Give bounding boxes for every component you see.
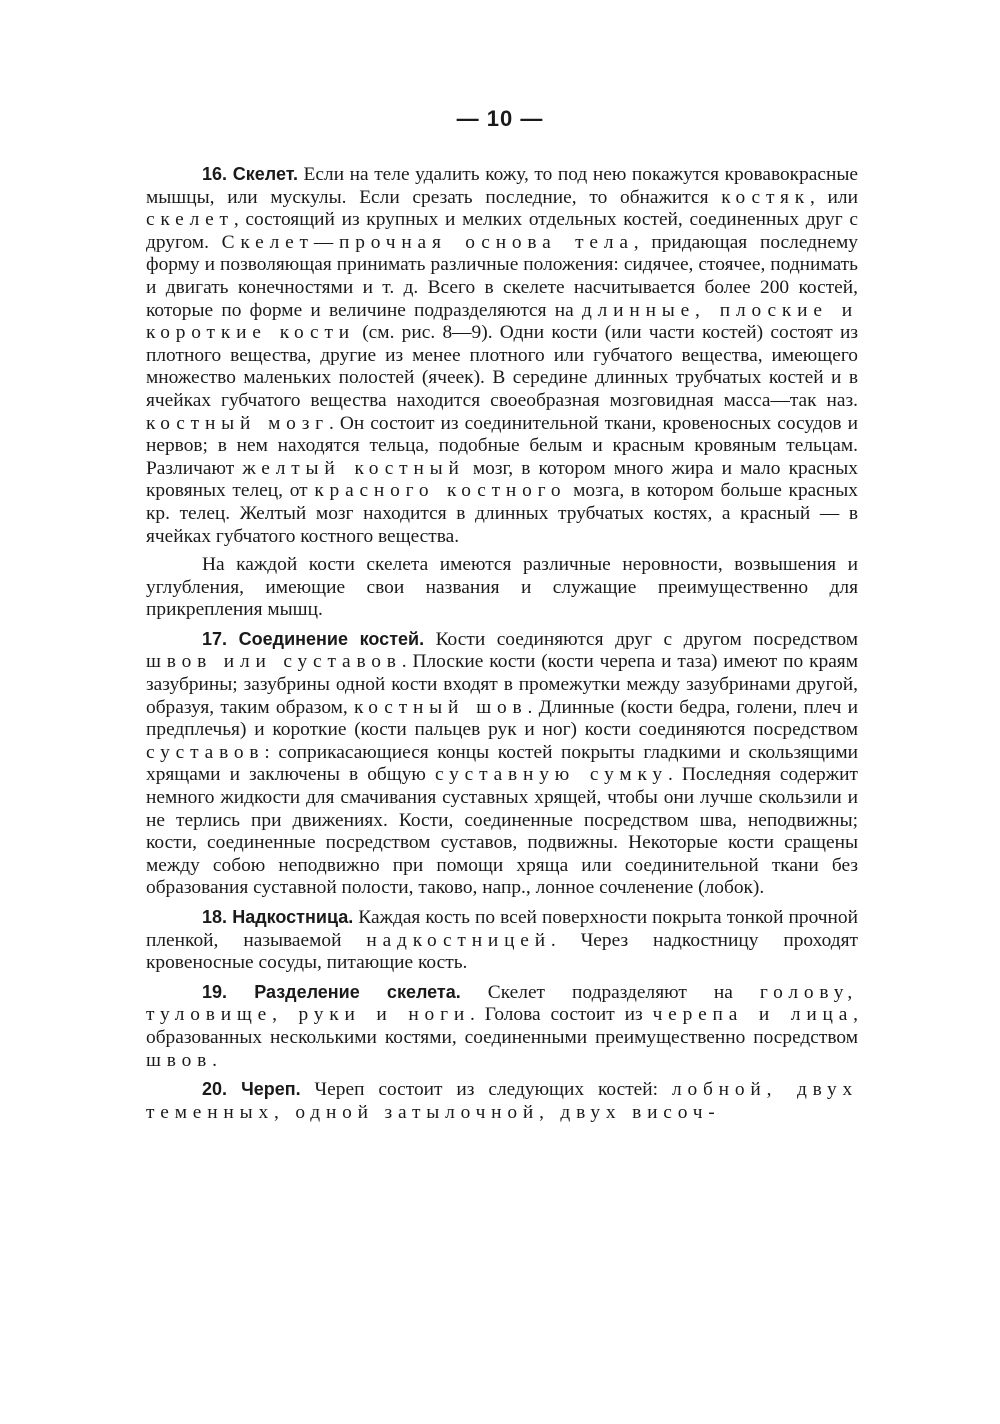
- spaced-term: швов или суставов: [146, 651, 402, 673]
- text-run: . Длинные (кости бедра, голени, плеч и предплечья) и короткие (кости пальцев рук и ног) кости соединяются посредством: [146, 696, 858, 741]
- spaced-term: голову, туловище, руки и ноги: [146, 981, 858, 1026]
- section-20-paragraph: [146, 1078, 858, 1124]
- section-17-heading: 17. Соединение костей.: [202, 628, 425, 649]
- section-19-heading: 19. Разделение скелета.: [202, 981, 461, 1002]
- section-20-heading: 20. Череп.: [202, 1079, 301, 1100]
- spaced-term: суставов: [146, 741, 265, 763]
- section-16-paragraph-2: На каждой кости скелета имеются различные неровности, возвышения и углубления, имеющие свои названия и служащие преимущественно для прикрепления мышц.: [146, 554, 858, 621]
- spaced-term: длинные, плоские и короткие кости: [146, 299, 858, 344]
- spaced-term: черепа и лица: [652, 1004, 854, 1026]
- section-17-paragraph: [146, 628, 858, 900]
- text-run: . Через надкостницу проходят кровеносные сосуды, питающие кость.: [146, 929, 858, 974]
- text-run: (см. рис. 8—9). Одни кости (или части костей) состоят из плотного вещества, другие из менее плотного или губчатого вещества, имеющего множество маленьких полостей (ячеек). В середине длинных трубчатых костей и в ячейках губчатого вещества находится своеобразная мозговидная масса—так наз.: [146, 322, 859, 411]
- section-19-paragraph: [146, 981, 858, 1072]
- section-18-heading: 18. Надкостница.: [202, 907, 354, 927]
- spaced-term: скелет: [146, 209, 234, 231]
- body-text: [146, 163, 858, 1130]
- spaced-term: Скелет—прочная основа тела: [221, 231, 634, 253]
- spaced-term: красного костного: [314, 480, 567, 502]
- text-run: , или: [809, 186, 858, 208]
- text-run: . Плоские кости (кости черепа и таза) имеют по краям зазубрины; зазубрины одной кости входят в промежутки между зазубринами другой, образуя, таким образом,: [146, 651, 858, 718]
- section-16-heading: 16. Скелет.: [202, 164, 298, 184]
- spaced-term: костный шов: [354, 696, 528, 718]
- text-run: Каждая кость по всей поверхности покрыта тонкой прочной пленкой, называемой: [146, 907, 858, 951]
- spaced-term: швов: [146, 1049, 213, 1071]
- text-run: . Последняя содержит немного жидкости для смачивания суставных хрящей, чтобы они лучше скользили и не терлись при движениях. Кости, соединенные посредством шва, неподвижны; кости, соединенные посредством суставов, подвижны. Некоторые кости сращены между собою неподвижно при помощи хряща или соединительной ткани без образования суставной полости, таково, напр., лонное сочленение (лобок).: [146, 764, 858, 899]
- text-run: Кости соединяются друг с другом посредством: [424, 628, 858, 650]
- text-run: мозга, в котором больше красных кр. телец. Желтый мозг находится в длинных трубчатых костях, а красный — в ячейках губчатого костного вещества.: [146, 480, 858, 547]
- text-run: мозг, в котором много жира и мало красных кровяных телец, от: [146, 457, 859, 502]
- text-run: . Он состоит из соединительной ткани, кровеносных сосудов и нервов; в нем находятся тельца, подобные белым и красным кровяным тельцам. Различают: [146, 412, 858, 479]
- text-run: .: [212, 1049, 217, 1071]
- section-18-paragraph: [146, 906, 858, 975]
- spaced-term: желтый костный: [242, 457, 465, 479]
- spaced-term: лобной, двух теменных, одной затылочной, двух височ-: [146, 1079, 859, 1123]
- text-run: , состоящий из крупных и мелких отдельных костей, соединенных друг с другом.: [146, 209, 858, 253]
- spaced-term: суставную сумку: [434, 764, 668, 786]
- spaced-term: надкостницей: [366, 929, 551, 951]
- spaced-term: костяк: [721, 186, 810, 208]
- text-run: : соприкасающиеся концы костей покрыты гладкими и скользящими хрящами и заключены в общую: [146, 741, 858, 786]
- page-number: — 10 —: [456, 106, 544, 131]
- text-run: , придающая последнему форму и позволяющая принимать различные положения: сидячее, стоячее, поднимать и двигать конечностями и т. д. Всего в скелете насчитывается более 200 костей, которые по форме и величине подразделяются на: [146, 231, 858, 321]
- text-run: . Голова состоит из: [470, 1004, 653, 1026]
- section-16-paragraph: [146, 163, 858, 548]
- text-run: Если на теле удалить кожу, то под нею покажутся кровавокрасные мышцы, или мускулы. Если срезать последние, то обнажится: [146, 164, 859, 208]
- text-run: Скелет подразделяют на: [460, 981, 760, 1003]
- text-run: Череп состоит из следующих костей:: [300, 1079, 672, 1101]
- spaced-term: костный мозг: [146, 412, 329, 434]
- text-run: , образованных несколькими костями, соединенными преимущественно посредством: [146, 1004, 859, 1048]
